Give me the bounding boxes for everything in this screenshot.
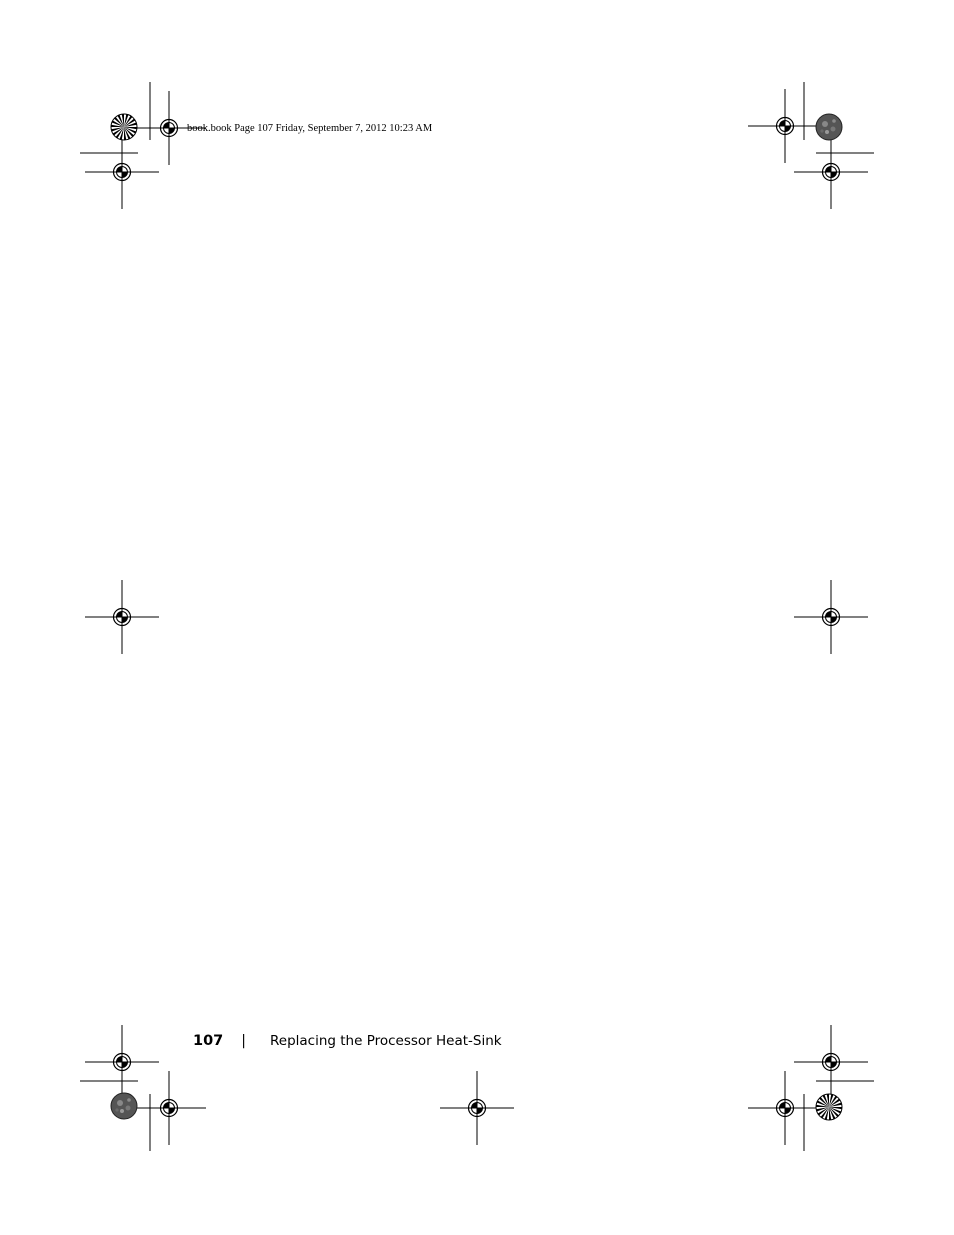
registration-crosshair-icon bbox=[85, 580, 159, 654]
starburst-target-icon bbox=[111, 114, 137, 140]
starburst-target-icon bbox=[816, 1094, 842, 1120]
textured-disc-icon bbox=[816, 114, 842, 140]
slug-line: book.book Page 107 Friday, September 7, 2012 10:23 AM bbox=[187, 123, 433, 134]
registration-crosshair-icon bbox=[748, 1071, 822, 1145]
registration-crosshair-icon bbox=[794, 580, 868, 654]
section-title: Replacing the Processor Heat-Sink bbox=[270, 1033, 502, 1049]
registration-crosshair-icon bbox=[440, 1071, 514, 1145]
registration-crosshair-icon bbox=[748, 89, 822, 163]
registration-crosshair-icon bbox=[132, 1071, 206, 1145]
textured-disc-icon bbox=[111, 1093, 137, 1119]
page-number: 107 bbox=[193, 1033, 224, 1049]
registration-crosshair-icon bbox=[794, 1025, 868, 1099]
page-footer bbox=[193, 1031, 502, 1051]
registration-crosshair-icon bbox=[85, 1025, 159, 1099]
registration-crosshair-icon bbox=[85, 135, 159, 209]
footer-separator: | bbox=[241, 1033, 246, 1049]
registration-crosshair-icon bbox=[794, 135, 868, 209]
